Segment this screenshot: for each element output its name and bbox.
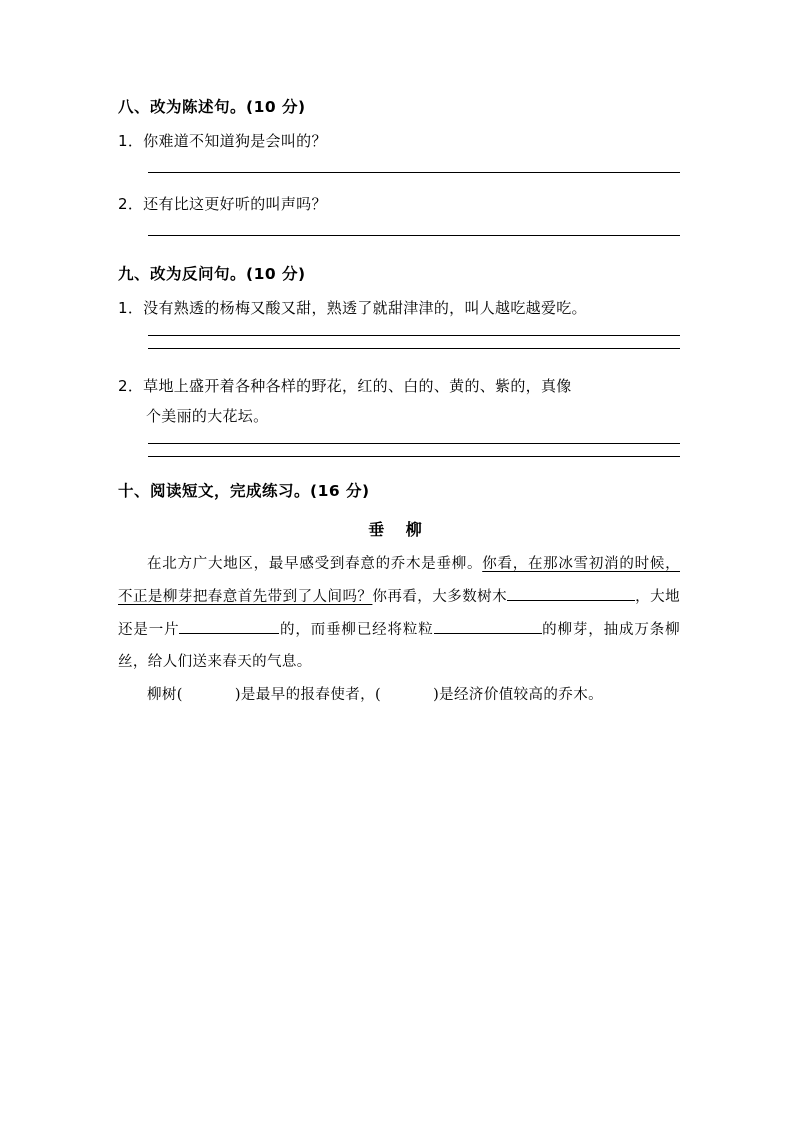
question-9-1 bbox=[118, 293, 680, 323]
passage-text-b: 你再看，大多数树木 bbox=[372, 589, 508, 606]
passage-paragraph-1 bbox=[118, 548, 680, 679]
answer-line[interactable] bbox=[148, 348, 680, 349]
reading-passage bbox=[118, 548, 680, 711]
spacer bbox=[118, 361, 680, 371]
answer-line[interactable] bbox=[148, 456, 680, 457]
answer-line[interactable] bbox=[148, 335, 680, 336]
passage-text-c: ，大地还是一片 bbox=[118, 589, 680, 638]
fill-blank-3[interactable] bbox=[434, 633, 542, 634]
question-text: 没有熟透的杨梅又酸又甜，熟透了就甜津津的，叫人越吃越爱吃。 bbox=[143, 298, 587, 317]
passage-text-e: 已经将粒粒 bbox=[356, 621, 434, 638]
passage-text-a: 在北方广大地区，最早感受到春意的乔木是垂柳。 bbox=[147, 556, 483, 573]
passage-title: 垂 柳 bbox=[368, 520, 430, 540]
answer-line[interactable] bbox=[148, 172, 680, 173]
question-9-2-cont: 个美丽的大花坛。 bbox=[146, 406, 269, 425]
fill-blank-1[interactable] bbox=[507, 600, 635, 601]
question-number: 2． bbox=[118, 194, 144, 213]
spacer bbox=[118, 252, 680, 262]
answer-line[interactable] bbox=[148, 235, 680, 236]
passage-q-text-a: 柳树( bbox=[147, 686, 183, 703]
answer-line[interactable] bbox=[148, 443, 680, 444]
question-text: 草地上盛开着各种各样的野花，红的、白的、黄的、紫的，真像 bbox=[143, 376, 572, 395]
passage-q-text-c: )是经济价值较高的乔 bbox=[433, 686, 574, 703]
spacer bbox=[118, 469, 680, 479]
question-number: 2． bbox=[118, 376, 144, 395]
section-heading-8: 八、改为陈述句。(10 分) bbox=[118, 98, 306, 116]
passage-underlined-sentence: 你看，在那冰雪初消的时候，不正是柳芽把春意首先带到了人间吗？ bbox=[118, 556, 680, 606]
passage-q-text-d: 木。 bbox=[573, 686, 604, 703]
passage-q-text-b: )是最早的报春使者，( bbox=[234, 686, 382, 703]
question-number: 1． bbox=[118, 298, 144, 317]
question-number: 1． bbox=[118, 131, 144, 150]
section-heading-9: 九、改为反问句。(10 分) bbox=[118, 264, 306, 283]
question-text: 你难道不知道狗是会叫的？ bbox=[143, 131, 327, 150]
question-text: 还有比这更好听的叫声吗？ bbox=[143, 194, 327, 213]
question-9-2 bbox=[118, 371, 680, 401]
passage-paragraph-2 bbox=[118, 679, 680, 712]
question-8-1 bbox=[118, 126, 680, 156]
page-content bbox=[118, 95, 680, 712]
passage-text-d: 的，而垂柳 bbox=[279, 621, 357, 638]
fill-blank-2[interactable] bbox=[179, 633, 279, 634]
passage-text-g: 气息。 bbox=[267, 654, 312, 671]
passage-text-f: 的柳芽，抽成万条柳丝，给人们送来春天的 bbox=[118, 621, 681, 671]
question-8-2 bbox=[118, 189, 680, 219]
section-heading-10: 十、阅读短文，完成练习。(16 分) bbox=[118, 481, 370, 500]
